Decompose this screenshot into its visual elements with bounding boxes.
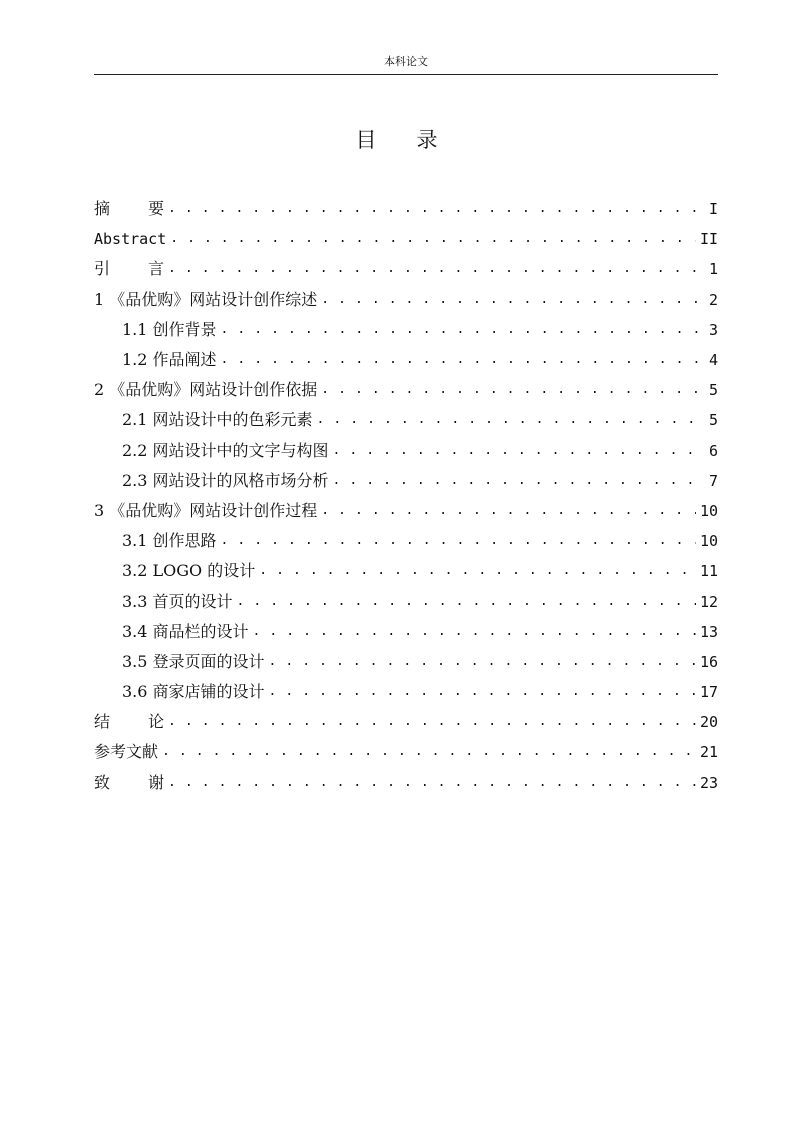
toc-entry-label: 3.3 首页的设计 (122, 591, 233, 611)
toc-dot-leader (237, 592, 696, 612)
toc-entry-section-2-1[interactable] (94, 405, 718, 435)
toc-entry-label (94, 199, 164, 219)
toc-entry-label: 2 《品优购》网站设计创作依据 (94, 380, 318, 400)
toc-entry-label-char-2: 论 (148, 712, 165, 732)
toc-entry-chapter-2[interactable] (94, 375, 718, 405)
toc-entry-label: Abstract (94, 230, 167, 249)
toc-entry-label-char-2: 要 (148, 199, 165, 219)
toc-entry-section-1-2[interactable] (94, 345, 718, 375)
toc-entry-label (94, 259, 164, 279)
toc-entry-section-3-3[interactable] (94, 586, 718, 616)
toc-entry-page: I (708, 200, 718, 219)
toc-dot-leader (168, 259, 705, 279)
toc-dot-leader (333, 471, 705, 491)
toc-entry-label: 2.1 网站设计中的色彩元素 (122, 410, 313, 430)
toc-entry-label: 3.6 商家店铺的设计 (122, 682, 265, 702)
toc-entry-page: 20 (699, 713, 718, 732)
toc-dot-leader (259, 561, 696, 581)
running-header (94, 55, 718, 75)
toc-entry-chapter-1[interactable] (94, 285, 718, 315)
toc-dot-leader (221, 531, 696, 551)
toc-entry-label: 3.2 LOGO 的设计 (122, 561, 256, 581)
toc-entry-conclusion[interactable] (94, 707, 718, 737)
toc-entry-section-3-4[interactable] (94, 617, 718, 647)
toc-entry-label (94, 773, 164, 793)
toc-entry-page: 10 (699, 532, 718, 551)
toc-title-char-1: 目 (355, 128, 377, 152)
toc-entry-page: 5 (708, 381, 718, 400)
toc-entry-label-char-1: 摘 (94, 199, 111, 219)
toc-entry-page: 10 (699, 501, 718, 520)
toc-entry-page: 16 (699, 652, 718, 671)
toc-entry-page: 5 (708, 411, 718, 430)
toc-entry-abstract-en[interactable] (94, 224, 718, 254)
toc-entry-label: 3.1 创作思路 (122, 531, 217, 551)
toc-dot-leader (221, 320, 705, 340)
toc-entry-section-1-1[interactable] (94, 315, 718, 345)
toc-entry-page: II (699, 230, 718, 249)
toc-entry-label: 2.2 网站设计中的文字与构图 (122, 440, 329, 460)
toc-dot-leader (168, 773, 696, 793)
toc-entry-label: 2.3 网站设计的风格市场分析 (122, 470, 329, 490)
toc-entry-page: 21 (699, 743, 718, 762)
toc-dot-leader (269, 682, 696, 702)
toc-entry-acknowledgements[interactable] (94, 768, 718, 798)
toc-entry-introduction[interactable] (94, 254, 718, 284)
toc-dot-leader (253, 622, 696, 642)
toc-entry-page: 2 (708, 290, 718, 309)
toc-entry-label (94, 712, 164, 732)
toc-entry-label: 1 《品优购》网站设计创作综述 (94, 289, 318, 309)
toc-entry-page: 4 (708, 351, 718, 370)
toc-entry-page: 23 (699, 773, 718, 792)
toc-title-char-2: 录 (416, 128, 438, 152)
toc-entry-page: 11 (699, 562, 718, 581)
toc-entry-section-2-3[interactable] (94, 466, 718, 496)
toc-dot-leader (168, 712, 696, 732)
toc-entry-label: 3.4 商品栏的设计 (122, 621, 249, 641)
toc-entry-section-3-2[interactable] (94, 556, 718, 586)
toc-entry-abstract-cn[interactable] (94, 194, 718, 224)
toc-dot-leader (162, 742, 696, 762)
toc-entry-label-char-2: 言 (148, 259, 165, 279)
toc-dot-leader (221, 350, 705, 370)
toc-entry-label-char-1: 结 (94, 712, 111, 732)
toc-dot-leader (170, 229, 696, 249)
toc-entry-page: 6 (708, 441, 718, 460)
toc-entry-label: 3.5 登录页面的设计 (122, 651, 265, 671)
toc-entry-label: 1.2 作品阐述 (122, 350, 217, 370)
toc-entry-page: 12 (699, 592, 718, 611)
toc-entry-section-3-5[interactable] (94, 647, 718, 677)
table-of-contents (94, 194, 718, 798)
toc-dot-leader (269, 652, 696, 672)
toc-entry-label: 参考文献 (94, 742, 159, 762)
toc-entry-label-char-2: 谢 (148, 772, 165, 792)
toc-entry-section-2-2[interactable] (94, 436, 718, 466)
toc-dot-leader (168, 199, 705, 219)
toc-entry-label: 3 《品优购》网站设计创作过程 (94, 500, 318, 520)
toc-title (0, 126, 793, 154)
toc-entry-page: 17 (699, 683, 718, 702)
toc-entry-page: 13 (699, 622, 718, 641)
toc-dot-leader (317, 410, 705, 430)
toc-entry-page: 3 (708, 320, 718, 339)
toc-entry-label: 1.1 创作背景 (122, 319, 217, 339)
toc-entry-page: 1 (708, 260, 718, 279)
toc-entry-section-3-6[interactable] (94, 677, 718, 707)
toc-entry-references[interactable] (94, 737, 718, 767)
toc-dot-leader (321, 290, 705, 310)
toc-dot-leader (321, 501, 696, 521)
toc-entry-page: 7 (708, 471, 718, 490)
toc-entry-section-3-1[interactable] (94, 526, 718, 556)
toc-dot-leader (333, 441, 705, 461)
toc-dot-leader (321, 380, 705, 400)
toc-entry-chapter-3[interactable] (94, 496, 718, 526)
toc-entry-label-char-1: 致 (94, 772, 111, 792)
toc-entry-label-char-1: 引 (94, 259, 111, 279)
running-header-title: 本科论文 (384, 55, 428, 68)
